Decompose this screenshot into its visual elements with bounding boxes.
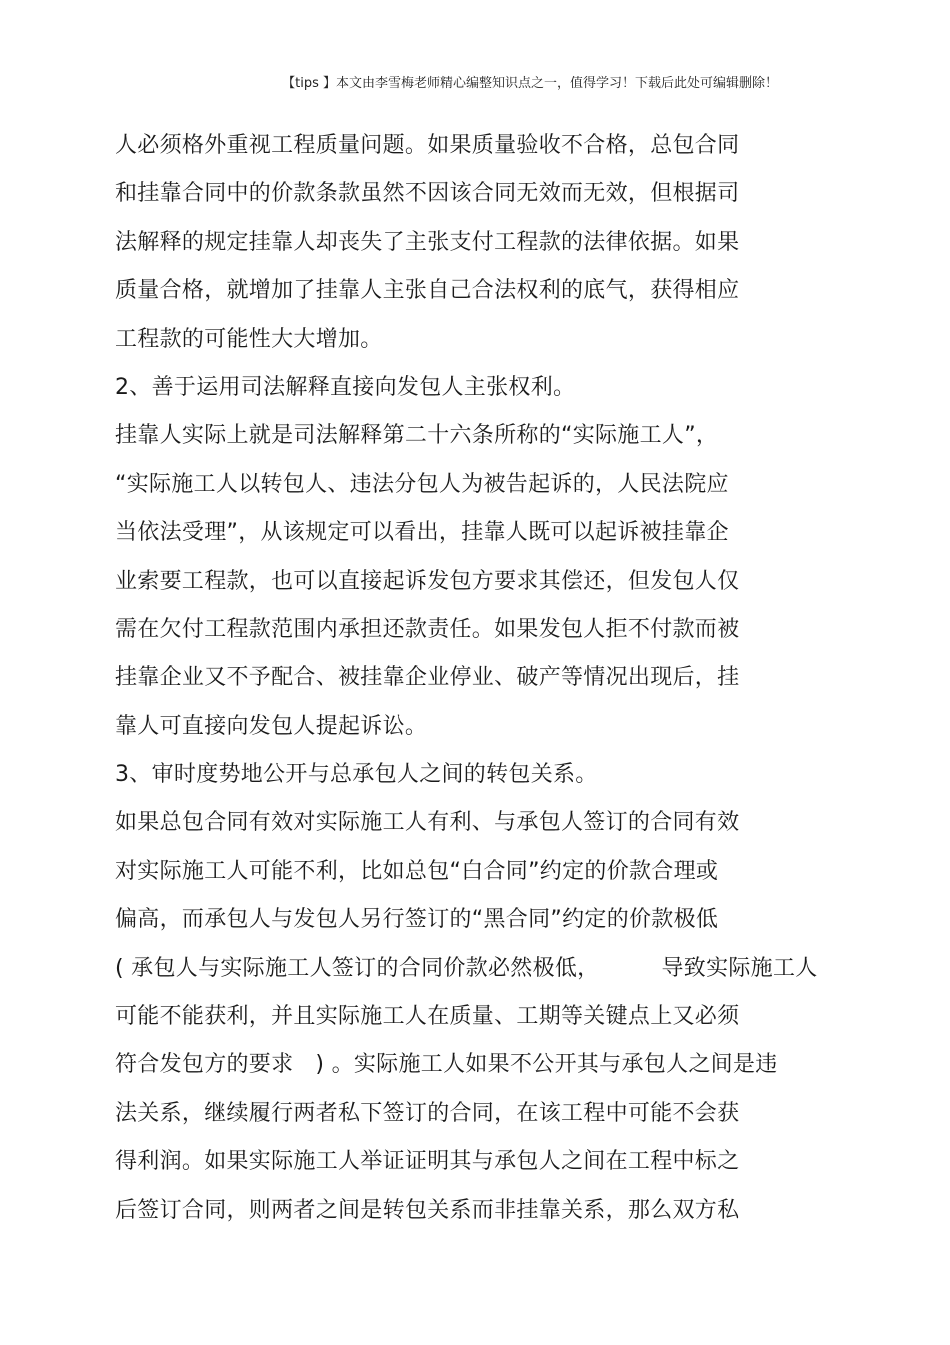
paragraph-line-part: ) 。实际施工人如果不公开其与承包人之间是违 — [315, 1052, 778, 1078]
paragraph-line-part: 导致实际施工人 — [661, 955, 818, 981]
paragraph-line: 挂靠企业又不予配合、被挂靠企业停业、破产等情况出现后，挂 — [115, 665, 740, 691]
paragraph-line: 当依法受理”，从该规定可以看出，挂靠人既可以起诉被挂靠企 — [115, 520, 729, 546]
paragraph-line: 质量合格，就增加了挂靠人主张自己合法权利的底气，获得相应 — [115, 278, 740, 304]
paragraph-line: 和挂靠合同中的价款条款虽然不因该合同无效而无效，但根据司 — [115, 181, 740, 207]
paragraph-line: 偏高，而承包人与发包人另行签订的“黑合同”约定的价款极低 — [115, 907, 719, 933]
paragraph-line — [115, 1047, 835, 1095]
paragraph-line: 挂靠人实际上就是司法解释第二十六条所称的“实际施工人”， — [115, 423, 719, 449]
header-tips-note: 【tips 】本文由李雪梅老师精心编整知识点之一，值得学习！下载后此处可编辑删除！ — [282, 76, 778, 91]
paragraph-line: 后签订合同，则两者之间是转包关系而非挂靠关系，那么双方私 — [115, 1197, 740, 1223]
paragraph-line: 如果总包合同有效对实际施工人有利、与承包人签订的合同有效 — [115, 810, 740, 836]
paragraph-line: 法解释的规定挂靠人却丧失了主张支付工程款的法律依据。如果 — [115, 229, 740, 255]
section-heading: 2、善于运用司法解释直接向发包人主张权利。 — [115, 374, 576, 400]
paragraph-line: 得利润。如果实际施工人举证证明其与承包人之间在工程中标之 — [115, 1149, 740, 1175]
paragraph-line: 需在欠付工程款范围内承担还款责任。如果发包人拒不付款而被 — [115, 616, 740, 642]
section-heading: 3、审时度势地公开与总承包人之间的转包关系。 — [115, 762, 598, 788]
paragraph-line-part: ( 承包人与实际施工人签订的合同价款必然极低， — [115, 955, 600, 981]
paragraph-line — [115, 951, 835, 999]
paragraph-line: “实际施工人以转包人、违法分包人为被告起诉的，人民法院应 — [115, 471, 729, 497]
paragraph-line: 可能不能获利，并且实际施工人在质量、工期等关键点上又必须 — [115, 1004, 740, 1030]
paragraph-line-part: 符合发包方的要求 — [115, 1052, 294, 1078]
paragraph-line: 靠人可直接向发包人提起诉讼。 — [115, 713, 428, 739]
paragraph-line: 人必须格外重视工程质量问题。如果质量验收不合格，总包合同 — [115, 133, 740, 158]
paragraph-line: 工程款的可能性大大增加。 — [115, 326, 383, 352]
paragraph-line: 业索要工程款，也可以直接起诉发包方要求其偿还，但发包人仅 — [115, 568, 740, 594]
body-text — [115, 128, 835, 1241]
paragraph-line: 对实际施工人可能不利，比如总包“白合同”约定的价款合理或 — [115, 858, 719, 884]
paragraph-line: 法关系，继续履行两者私下签订的合同，在该工程中可能不会获 — [115, 1100, 740, 1126]
